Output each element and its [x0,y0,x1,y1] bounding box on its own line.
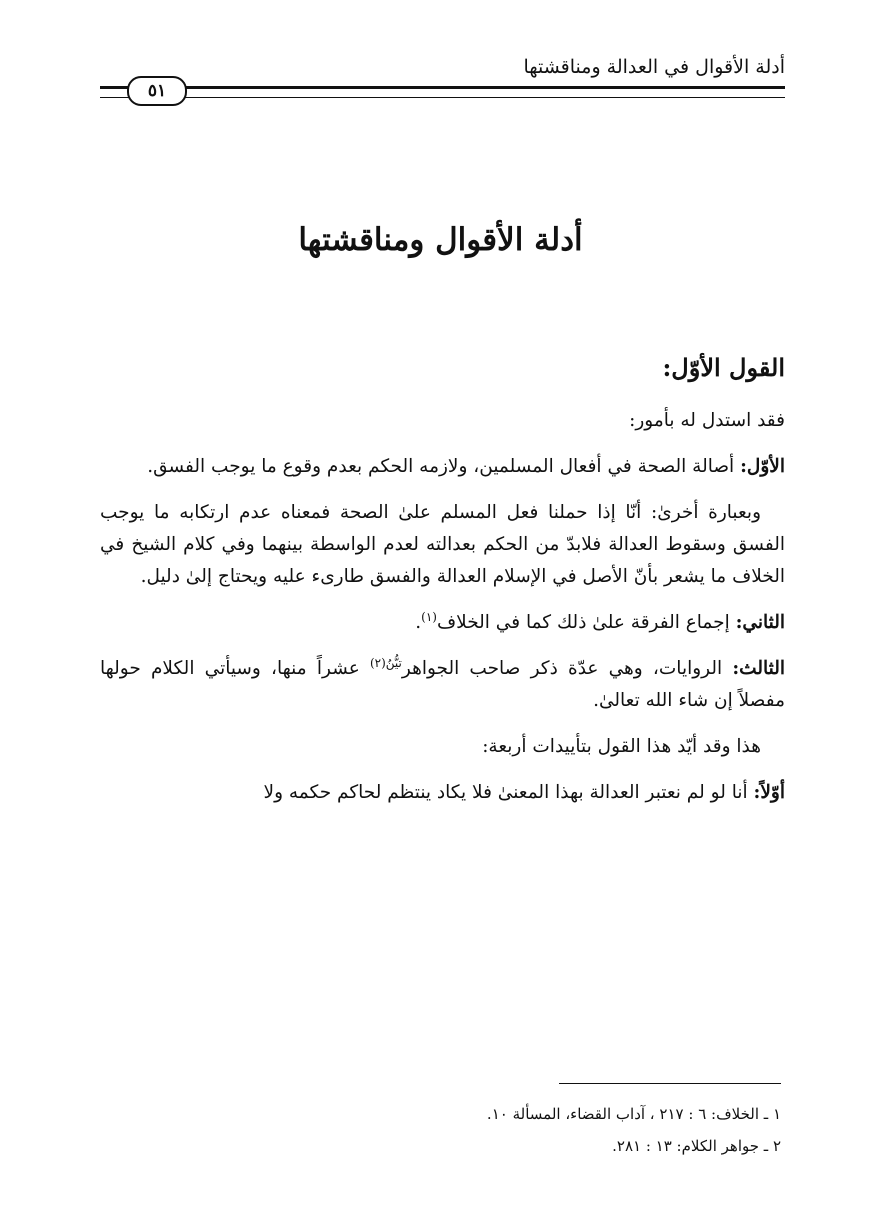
first-argument [100,451,785,483]
section-heading: القول الأوّل: [662,353,785,382]
footnote-ref-1: (١) [421,609,437,624]
footnote-divider [559,1083,781,1084]
second-argument [100,607,785,639]
running-header: أدلة الأقوال في العدالة ومناقشتها [523,56,785,78]
first-argument-text: أصالة الصحة في أفعال المسلمين، ولازمه الحكم بعدم وقوع ما يوجب الفسق. [147,456,741,477]
footnote-1: ١ ـ الخلاف: ٦ : ٢١٧ ، آداب القضاء، المسألة ١٠. [486,1105,781,1123]
footnote-ref-2: (٢) [369,655,386,670]
support-first-label: أوّلاً: [753,782,785,803]
intro-paragraph: فقد استدل له بأمور: [629,410,785,431]
third-argument [100,653,785,717]
support-first-text: أنا لو لم نعتبر العدالة بهذا المعنىٰ فلا يكاد ينتظم لحاكم حكمه ولا [263,782,754,803]
second-argument-text: إجماع الفرقة علىٰ ذلك كما في الخلاف [436,612,736,633]
page-title: أدلة الأقوال ومناقشتها [298,222,583,258]
second-argument-label: الثاني: [735,612,785,633]
honorific-mark: تيُّنُ [385,655,402,670]
elaboration-paragraph: وبعبارة أخرىٰ: أنّا إذا حملنا فعل المسلم علىٰ الصحة فمعناه عدم ارتكابه ما يوجب الفسق وسقوط العدالة فلابدّ من الحكم بعدالته لعدم الواسطة بينهما وفي كلام الشيخ في الخلاف ما يشعر بأنّ الأصل في الإسلام العدالة والفسق طارىء عليه ويحتاج إلىٰ دليل. [100,502,785,587]
footnotes [181,1098,781,1162]
footnote-2: ٢ ـ جواهر الكلام: ١٣ : ٢٨١. [612,1137,781,1155]
support-intro: هذا وقد أيّد هذا القول بتأييدات أربعة: [482,736,761,757]
third-argument-label: الثالث: [732,658,785,679]
third-argument-text: الروايات، وهي عدّة ذكر صاحب الجواهر [401,658,733,679]
header-rule [100,86,785,98]
third-argument-tail: عشراً منها، وسيأتي الكلام حولها مفصلاً إن شاء الله تعالىٰ. [100,658,785,711]
page-number: ٥١ [127,76,187,106]
second-argument-tail: . [415,612,422,633]
first-argument-label: الأوّل: [740,456,785,477]
body-text [100,345,785,823]
support-first [100,777,785,809]
